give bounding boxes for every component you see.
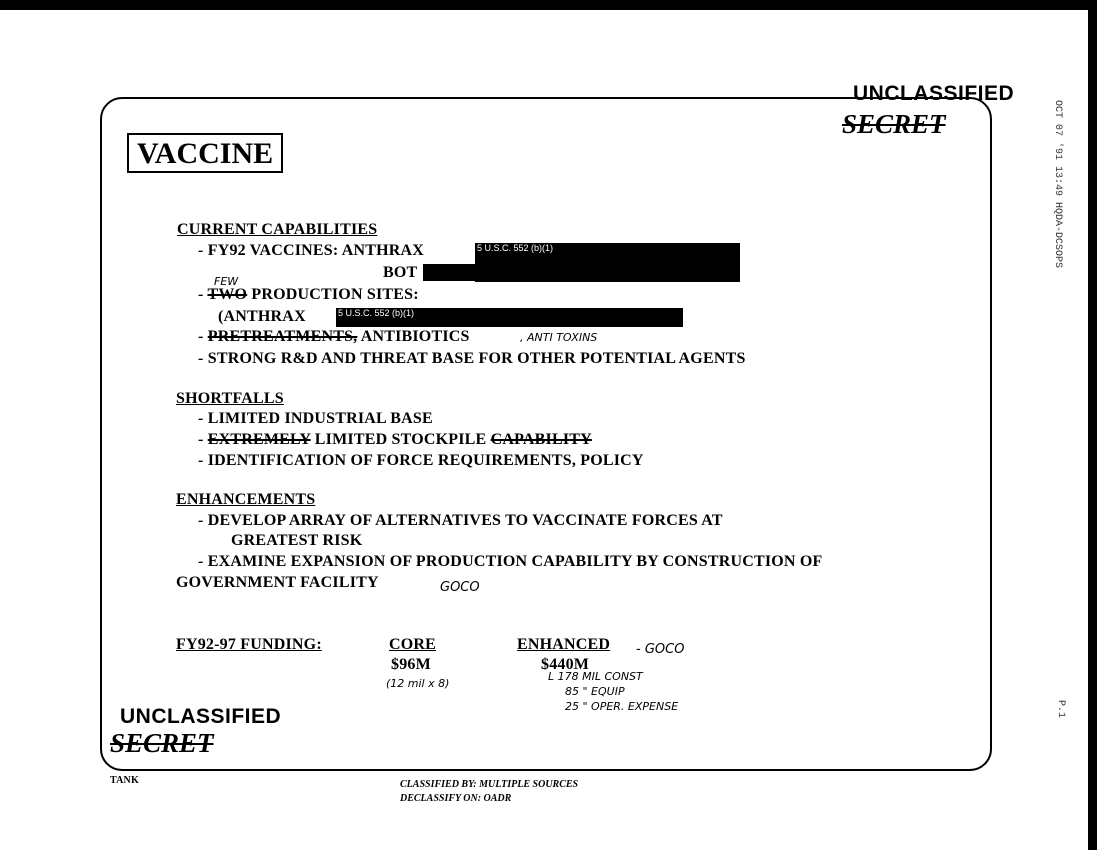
handwritten-goco: GOCO — [440, 580, 480, 595]
production-strike-two: TWO — [207, 286, 248, 303]
enhancement-item-2b: GOVERNMENT FACILITY — [176, 574, 379, 591]
shortfall-item-2-prefix: - — [198, 431, 208, 448]
enhancement-item-1a: - DEVELOP ARRAY OF ALTERNATIVES TO VACCINATE FORCES AT — [198, 512, 723, 529]
redaction-box-2: 5 U.S.C. 552 (b)(1) — [336, 308, 683, 327]
handwritten-note-equip: 85 " EQUIP — [565, 685, 625, 698]
secret-bottom-label: SECRET — [110, 728, 214, 758]
unclassified-bottom-label: UNCLASSIFIED — [120, 705, 282, 728]
shortfall-strike-extremely: EXTREMELY — [207, 431, 311, 448]
unclassified-top-label: UNCLASSIFIED — [853, 82, 1015, 105]
shortfall-item-3: - IDENTIFICATION OF FORCE REQUIREMENTS, POLICY — [198, 452, 644, 469]
funding-label: FY92-97 FUNDING: — [176, 636, 322, 653]
core-handwritten-note: (12 mil x 8) — [386, 677, 450, 690]
handwritten-few: FEW — [214, 275, 239, 288]
production-rest: PRODUCTION SITES: — [247, 286, 419, 303]
enhanced-handwritten-goco: - GOCO — [636, 642, 685, 657]
pretreatments-line — [198, 328, 470, 346]
secret-top-label: SECRET — [842, 109, 946, 139]
page-number: P.1 — [1055, 700, 1066, 719]
classified-by: CLASSIFIED BY: MULTIPLE SOURCES — [400, 779, 579, 790]
handwritten-note-oper-expense: 25 " OPER. EXPENSE — [565, 700, 679, 713]
top-scan-border — [0, 0, 1097, 10]
pretreat-rest: ANTIBIOTICS — [357, 328, 470, 345]
pretreat-prefix: - — [198, 328, 208, 345]
tank-label: TANK — [110, 775, 139, 786]
enhanced-value: $440M — [541, 656, 590, 673]
shortfall-item-1: - LIMITED INDUSTRIAL BASE — [198, 410, 433, 427]
core-heading: CORE — [389, 636, 437, 653]
fax-stamp: OCT 07 '91 13:49 HQDA-DCSOPS — [1052, 100, 1063, 269]
core-value: $96M — [391, 656, 431, 673]
redaction-box-1b — [423, 264, 503, 281]
bot-label: BOT — [383, 264, 418, 281]
redaction-box-1: 5 U.S.C. 552 (b)(1) — [475, 243, 740, 282]
enhancement-item-2a: - EXAMINE EXPANSION OF PRODUCTION CAPABILITY BY CONSTRUCTION OF — [198, 553, 823, 570]
capabilities-heading: CURRENT CAPABILITIES — [177, 221, 378, 238]
handwritten-antitoxins: , ANTI TOXINS — [520, 331, 598, 344]
production-prefix: - — [198, 286, 208, 303]
declassify-on: DECLASSIFY ON: OADR — [400, 793, 512, 804]
handwritten-note-construction: L 178 MIL CONST — [548, 670, 643, 683]
fy92-vaccines-line: - FY92 VACCINES: ANTHRAX — [198, 242, 425, 259]
enhancement-item-1b: GREATEST RISK — [231, 532, 363, 549]
production-sites-line — [198, 286, 419, 304]
page-title: VACCINE — [127, 133, 283, 173]
shortfall-item-2 — [198, 431, 592, 449]
shortfall-strike-capability: CAPABILITY — [490, 431, 592, 448]
right-scan-border — [1088, 0, 1097, 850]
pretreat-strike: PRETREATMENTS, — [207, 328, 358, 345]
anthrax-label: (ANTHRAX — [218, 308, 306, 325]
strong-rd-line: - STRONG R&D AND THREAT BASE FOR OTHER POTENTIAL AGENTS — [198, 350, 746, 367]
shortfall-item-2-mid: LIMITED STOCKPILE — [310, 431, 491, 448]
enhanced-heading: ENHANCED — [517, 636, 611, 653]
shortfalls-heading: SHORTFALLS — [176, 390, 284, 407]
enhancements-heading: ENHANCEMENTS — [176, 491, 316, 508]
